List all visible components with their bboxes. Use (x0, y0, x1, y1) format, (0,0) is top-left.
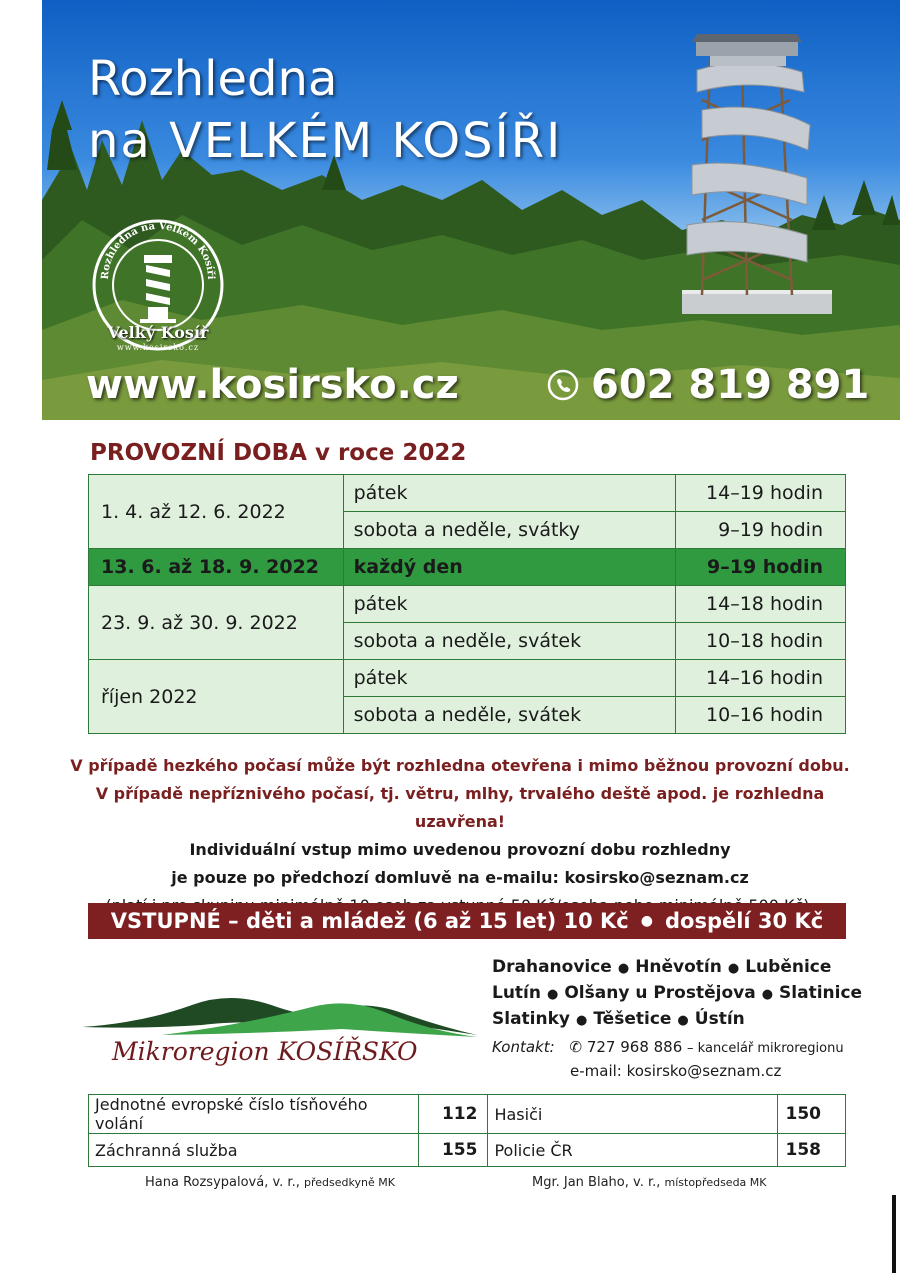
bullet-icon: ● (761, 987, 774, 1002)
note-email-arrangement: je pouze po předchozí domluvě na e-mailu: kosirsko@seznam.cz (171, 868, 749, 887)
villages-list (492, 955, 862, 1033)
bullet-icon: ● (640, 913, 653, 929)
village-name: Slatinky (492, 1009, 570, 1029)
contact-phone-line (492, 1036, 844, 1060)
signature-chair (145, 1175, 395, 1190)
schedule-table (88, 474, 846, 734)
hours-cell: 10–18 hodin (676, 623, 846, 660)
phone-icon: ✆ (569, 1038, 583, 1056)
day-cell: sobota a neděle, svátek (343, 623, 676, 660)
contact-block (492, 1036, 844, 1082)
hero-title (88, 48, 562, 172)
scan-edge-mark (892, 1195, 896, 1273)
signature-vice-chair (532, 1175, 767, 1190)
schedule-title (90, 440, 466, 466)
svg-text:Rozhledna na Velkém Kosíři: Rozhledna na Velkém Kosíři (99, 220, 217, 280)
table-row (89, 1095, 846, 1134)
emergency-service-name: Jednotné evropské číslo tísňového volání (89, 1095, 419, 1134)
emergency-number: 112 (418, 1095, 488, 1134)
village-name: Luběnice (745, 957, 832, 977)
bullet-icon: ● (617, 961, 630, 976)
contact-phone[interactable]: 727 968 886 (586, 1038, 683, 1056)
bullet-icon: ● (547, 987, 559, 1002)
note-bad-weather: V případě nepříznivého počasí, tj. větru, mlhy, trvalého deště apod. je rozhledna uzavřena! (95, 784, 825, 831)
note-good-weather: V případě hezkého počasí může být rozhledna otevřena i mimo běžnou provozní dobu. (70, 756, 850, 775)
village-name: Olšany u Prostějova (564, 983, 756, 1003)
bullet-icon: ● (727, 961, 740, 976)
village-name: Hněvotín (635, 957, 722, 977)
hero-phone-number: 602 819 891 (591, 362, 870, 408)
phone-icon (547, 369, 579, 401)
emergency-number: 155 (418, 1134, 488, 1167)
emergency-service-name: Policie ČR (488, 1134, 778, 1167)
emergency-number: 158 (777, 1134, 845, 1167)
villages-row (492, 955, 862, 981)
emergency-numbers-table (88, 1094, 846, 1167)
schedule-title-main: PROVOZNÍ DOBA (90, 440, 307, 466)
hours-cell: 14–19 hodin (676, 475, 846, 512)
day-cell: sobota a neděle, svátek (343, 697, 676, 734)
emergency-service-name: Záchranná služba (89, 1134, 419, 1167)
contact-phone-note: – kancelář mikroregionu (687, 1041, 844, 1056)
hours-cell: 10–16 hodin (676, 697, 846, 734)
notes-block (60, 752, 860, 920)
note-individual-entry: Individuální vstup mimo uvedenou provozní dobu rozhledny (189, 840, 731, 859)
mikroregion-hills-logo (82, 985, 477, 1045)
village-name: Těšetice (593, 1009, 672, 1029)
hours-cell: 9–19 hodin (676, 512, 846, 549)
signature-role: předsedkyně MK (304, 1176, 395, 1189)
mikroregion-logo-text: Mikroregion KOSÍŘSKO (112, 1037, 418, 1066)
hero-website[interactable]: www.kosirsko.cz (86, 362, 459, 408)
day-cell: pátek (343, 586, 676, 623)
emergency-service-name: Hasiči (488, 1095, 778, 1134)
hero-title-line2: na VELKÉM KOSÍŘI (88, 113, 563, 169)
bullet-icon: ● (576, 1013, 588, 1028)
table-row-highlight (89, 549, 846, 586)
day-cell: pátek (343, 475, 676, 512)
village-name: Slatinice (779, 983, 863, 1003)
hours-cell: 14–18 hodin (676, 586, 846, 623)
hours-cell: 14–16 hodin (676, 660, 846, 697)
hero-phone[interactable] (547, 362, 869, 408)
village-name: Drahanovice (492, 957, 612, 977)
period-cell: 1. 4. až 12. 6. 2022 (89, 475, 344, 549)
badge-name: Velký Kosíř (107, 323, 209, 342)
badge-url: www.kosirsko.cz (116, 343, 200, 352)
day-cell: sobota a neděle, svátky (343, 512, 676, 549)
signature-name: Mgr. Jan Blaho, v. r., (532, 1175, 661, 1190)
admission-children: VSTUPNÉ – děti a mládež (6 až 15 let) 10 Kč (110, 909, 629, 933)
table-row (89, 586, 846, 623)
hours-cell: 9–19 hodin (676, 549, 846, 586)
villages-row (492, 1007, 862, 1033)
village-name: Ústín (694, 1009, 745, 1029)
schedule-title-year: v roce 2022 (314, 440, 467, 466)
table-row (89, 475, 846, 512)
emergency-number: 150 (777, 1095, 845, 1134)
hero-banner (42, 0, 900, 420)
village-name: Lutín (492, 983, 541, 1003)
day-cell: pátek (343, 660, 676, 697)
contact-email[interactable]: e-mail: kosirsko@seznam.cz (570, 1062, 782, 1080)
admission-bar (88, 903, 846, 939)
contact-label: Kontakt: (492, 1038, 555, 1056)
table-row (89, 660, 846, 697)
table-row (89, 1134, 846, 1167)
period-cell: 13. 6. až 18. 9. 2022 (89, 549, 344, 586)
bullet-icon: ● (677, 1013, 689, 1028)
signature-role: místopředseda MK (664, 1176, 767, 1189)
villages-row (492, 981, 862, 1007)
admission-adults: dospělí 30 Kč (664, 909, 824, 933)
period-cell: říjen 2022 (89, 660, 344, 734)
signature-name: Hana Rozsypalová, v. r., (145, 1175, 300, 1190)
period-cell: 23. 9. až 30. 9. 2022 (89, 586, 344, 660)
day-cell: každý den (343, 549, 676, 586)
hero-title-line1: Rozhledna (88, 51, 338, 107)
